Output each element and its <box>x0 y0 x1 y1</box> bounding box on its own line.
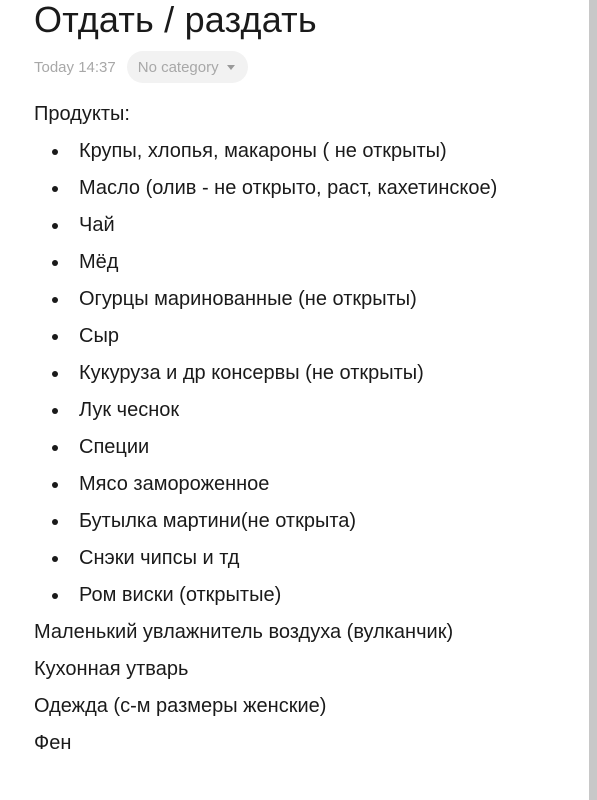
list-item <box>34 392 579 429</box>
category-dropdown[interactable] <box>127 51 248 83</box>
bullet-icon <box>52 149 58 155</box>
list-item-text: Крупы, хлопья, макароны ( не открыты) <box>79 140 447 162</box>
list-item <box>34 466 579 503</box>
bullet-icon <box>52 482 58 488</box>
list-item-text: Чай <box>79 214 115 236</box>
list-item <box>34 244 579 281</box>
bullet-icon <box>52 297 58 303</box>
list-item <box>34 207 579 244</box>
body-line: Кухонная утварь <box>34 658 189 680</box>
list-item <box>34 355 579 392</box>
bullet-icon <box>52 593 58 599</box>
bullet-icon <box>52 334 58 340</box>
bullet-icon <box>52 408 58 414</box>
bullet-icon <box>52 223 58 229</box>
list-item-text: Кукуруза и др консервы (не открыты) <box>79 362 424 384</box>
bullet-icon <box>52 445 58 451</box>
list-item <box>34 170 579 207</box>
bullet-icon <box>52 260 58 266</box>
chevron-down-icon <box>227 65 235 70</box>
list-item-text: Ром виски (открытые) <box>79 584 282 606</box>
note-timestamp: Today 14:37 <box>34 58 116 76</box>
section-heading: Продукты: <box>34 103 130 125</box>
list-item-text: Огурцы маринованные (не открыты) <box>79 288 417 310</box>
list-item-text: Сыр <box>79 325 119 347</box>
list-item-text: Масло (олив - не открыто, раст, кахетинское) <box>79 177 498 199</box>
list-item <box>34 540 579 577</box>
list-item-text: Специи <box>79 436 150 458</box>
body-line: Одежда (с-м размеры женские) <box>34 695 327 717</box>
list-item <box>34 503 579 540</box>
list-item-text: Мёд <box>79 251 119 273</box>
window-edge <box>589 0 597 800</box>
bullet-icon <box>52 556 58 562</box>
note-view <box>34 0 579 762</box>
list-item <box>34 133 579 170</box>
list-item <box>34 577 579 614</box>
list-item-text: Мясо замороженное <box>79 473 270 495</box>
list-item <box>34 429 579 466</box>
list-item <box>34 281 579 318</box>
note-body[interactable] <box>34 96 579 762</box>
list-item-text: Бутылка мартини(не открыта) <box>79 510 357 532</box>
note-meta <box>34 51 579 83</box>
body-line: Маленький увлажнитель воздуха (вулканчик) <box>34 621 454 643</box>
bullet-icon <box>52 371 58 377</box>
products-list <box>34 133 579 614</box>
category-label: No category <box>137 58 219 76</box>
body-line: Фен <box>34 732 72 754</box>
bullet-icon <box>52 186 58 192</box>
list-item <box>34 318 579 355</box>
note-title[interactable]: Отдать / раздать <box>34 0 317 40</box>
bullet-icon <box>52 519 58 525</box>
list-item-text: Лук чеснок <box>79 399 180 421</box>
list-item-text: Снэки чипсы и тд <box>79 547 240 569</box>
